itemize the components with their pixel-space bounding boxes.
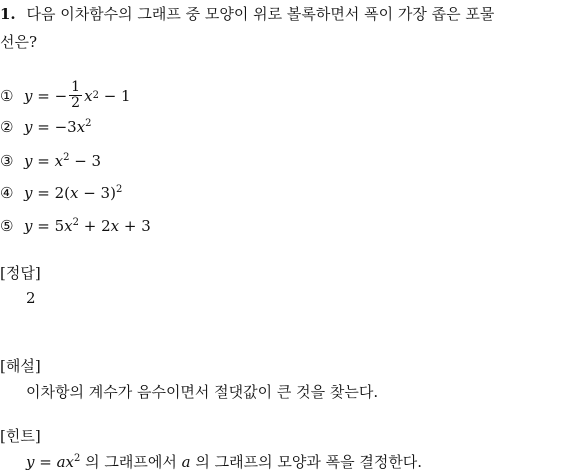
hint-eq: = bbox=[34, 453, 57, 471]
choice-5-expression bbox=[24, 217, 151, 235]
choice-3-const: − 3 bbox=[69, 152, 102, 170]
choice-3-eq: = bbox=[32, 152, 55, 170]
choice-1-y: y bbox=[24, 86, 33, 105]
choice-4-shift: − 3) bbox=[78, 184, 116, 202]
explanation-text: 이차항의 계수가 음수이면서 절댓값이 큰 것을 찾는다. bbox=[26, 383, 379, 401]
choice-2-coef: = −3 bbox=[32, 118, 77, 136]
choice-3-expression bbox=[24, 152, 101, 170]
question-line-1 bbox=[0, 3, 494, 24]
choice-4-exp: 2 bbox=[115, 184, 123, 195]
choice-4[interactable] bbox=[0, 184, 122, 202]
hint-mid: 의 그래프에서 bbox=[80, 453, 182, 471]
choice-1-number: ① bbox=[0, 86, 14, 105]
choice-2-exp: 2 bbox=[85, 118, 92, 129]
choice-1-suffix: − 1 bbox=[98, 86, 131, 105]
hint-y: y bbox=[26, 453, 35, 471]
hint-exp: 2 bbox=[74, 453, 81, 464]
question-line-2 bbox=[0, 31, 37, 52]
choice-2[interactable] bbox=[0, 118, 92, 136]
choice-2-number: ② bbox=[0, 118, 14, 136]
choice-3-exp: 2 bbox=[63, 152, 70, 163]
choice-4-x: x bbox=[69, 184, 79, 202]
question-text-line-2: 선은? bbox=[0, 33, 38, 51]
choice-1[interactable] bbox=[0, 80, 131, 111]
question-text-line-1: 다음 이차함수의 그래프 중 모양이 위로 볼록하면서 폭이 가장 좁은 포물 bbox=[26, 5, 495, 23]
hint-label: [힌트] bbox=[0, 427, 41, 445]
choice-1-frac-num: 1 bbox=[71, 79, 81, 95]
choice-1-expression: y = − $\frac{1}{2}$ x 2 − 1 bbox=[24, 79, 131, 111]
choice-1-prefix: = − bbox=[32, 86, 68, 105]
choice-2-y: y bbox=[24, 118, 33, 136]
choice-4-coef: = 2( bbox=[32, 184, 70, 202]
choice-3-y: y bbox=[24, 152, 33, 170]
choice-4-y: y bbox=[24, 184, 33, 202]
hint-rest: 의 그래프의 모양과 폭을 결정한다. bbox=[190, 453, 423, 471]
choice-5-x: x bbox=[64, 217, 73, 235]
choice-4-expression bbox=[24, 184, 122, 202]
hint-a: a bbox=[56, 453, 66, 471]
choice-3[interactable] bbox=[0, 152, 101, 170]
choice-5-y: y bbox=[24, 217, 33, 235]
choice-5-number: ⑤ bbox=[0, 217, 14, 235]
choice-2-x: x bbox=[76, 118, 86, 136]
explanation-label: [해설] bbox=[0, 357, 41, 375]
choice-5-term2: + 2 bbox=[78, 217, 111, 235]
choice-5-exp: 2 bbox=[72, 217, 79, 228]
choice-1-frac-den: 2 bbox=[71, 95, 81, 111]
hint-a2: a bbox=[181, 453, 191, 471]
hint-x: x bbox=[65, 453, 75, 471]
choice-2-expression bbox=[24, 118, 92, 136]
choice-5-coef: = 5 bbox=[32, 217, 65, 235]
choice-5-x2: x bbox=[110, 217, 120, 235]
answer-label: [정답] bbox=[0, 264, 41, 282]
choice-3-x: x bbox=[54, 152, 64, 170]
answer-value: 2 bbox=[26, 289, 36, 307]
choice-3-number: ③ bbox=[0, 152, 14, 170]
choice-4-number: ④ bbox=[0, 184, 14, 202]
choice-5-const: + 3 bbox=[119, 217, 151, 235]
choice-1-x: x bbox=[84, 86, 93, 105]
choice-5[interactable] bbox=[0, 217, 151, 235]
choice-1-fraction bbox=[69, 80, 82, 111]
question-number: 1. bbox=[0, 5, 16, 23]
